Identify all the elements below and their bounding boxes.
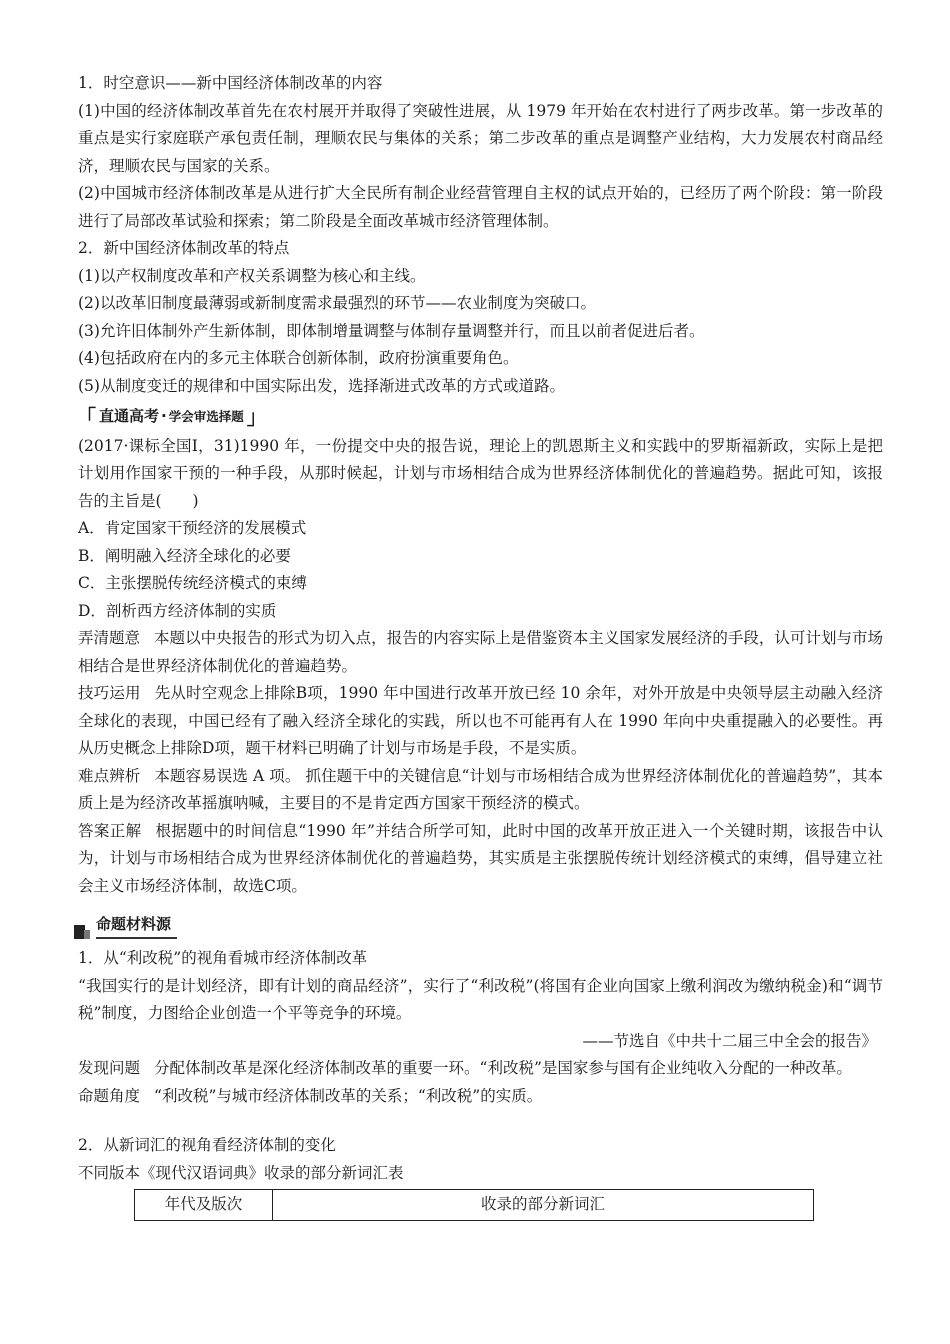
- section2-item: (4)包括政府在内的多元主体联合创新体制，政府扮演重要角色。: [78, 349, 519, 367]
- material-item2-intro: 不同版本《现代汉语词典》收录的部分新词汇表: [78, 1163, 404, 1182]
- section2-heading: 2．新中国经济体制改革的特点: [78, 239, 290, 257]
- section2-item: (2)以改革旧制度最薄弱或新制度需求最强烈的环节——农业制度为突破口。: [78, 294, 596, 312]
- table-header-cell: 收录的部分新词汇: [273, 1190, 814, 1221]
- angle-tag: 命题角度: [78, 1086, 141, 1105]
- material-item1-source: ——节选自《中共十二届三中全会的报告》: [582, 1031, 877, 1050]
- analysis-answer: [78, 818, 883, 901]
- material-item1-quote: “我国实行的是计划经济，即有计划的商品经济”，实行了“利改税”(将国有企业向国家上缴利润改为缴纳税金)和“调节税”制度，力图给企业创造一个平等竞争的环境。: [78, 976, 883, 1022]
- label-dot: ·: [161, 407, 167, 425]
- label-close-bracket: 」: [246, 404, 267, 429]
- label-sub-text: 学会审选择题: [168, 409, 244, 424]
- section1-paragraph-1: (1)中国的经济体制改革首先在农村展开并取得了突破性进展，从 1979 年开始在农村进行了两步改革。第一步改革的重点是实行家庭联产承包责任制，理顺农民与集体的关系；第二步改革的重点是调整产业结构，大力发展农村商品经济，理顺农民与国家的关系。: [78, 101, 883, 175]
- material-item1-problem: [78, 1055, 883, 1083]
- angle-text: “利改税”与城市经济体制改革的关系；“利改税”的实质。: [154, 1086, 543, 1105]
- vocabulary-table: [134, 1189, 814, 1221]
- analysis-text: 先从时空观念上排除B项，1990 年中国进行改革开放已经 10 余年，对外开放是中央领导层主动融入经济全球化的表现，中国已经有了融入经济全球化的实践，所以也不可能再有人在 1990 年向中央重提融入的必要性。再从历史概念上排除D项，题干材料已明确了计划与市场是手段，不是实质。: [78, 684, 883, 757]
- analysis-text: 本题容易误选 A 项。 抓住题干中的关键信息“计划与市场相结合成为世界经济体制优化的普遍趋势”，其本质上是为经济改革摇旗呐喊，主要目的不是肯定西方国家干预经济的模式。: [78, 766, 883, 812]
- analysis-tag: 答案正解: [78, 821, 142, 840]
- exam-section-label: [76, 403, 883, 431]
- analysis-text: 本题以中央报告的形式为切入点，报告的内容实际上是借鉴资本主义国家发展经济的手段，认可计划与市场相结合是世界经济体制优化的普遍趋势。: [78, 629, 883, 675]
- material-section-title: 命题材料源: [96, 914, 177, 939]
- section-block-icon: [74, 923, 90, 939]
- section1-heading: 1．时空意识——新中国经济体制改革的内容: [78, 74, 383, 92]
- section2-item: (5)从制度变迁的规律和中国实际出发，选择渐进式改革的方式或道路。: [78, 376, 565, 395]
- analysis-technique: [78, 680, 883, 763]
- material-section-header: [74, 914, 883, 939]
- material-item2-heading: 2．从新词汇的视角看经济体制的变化: [78, 1136, 336, 1154]
- question-option-d: D．剖析西方经济体制的实质: [78, 601, 277, 620]
- analysis-tag: 难点辨析: [78, 766, 141, 785]
- section2-item: (1)以产权制度改革和产权关系调整为核心和主线。: [78, 266, 426, 285]
- section1-paragraph-2: (2)中国城市经济体制改革是从进行扩大全民所有制企业经营管理自主权的试点开始的，已经历了两个阶段：第一阶段进行了局部改革试验和探索；第二阶段是全面改革城市经济管理体制。: [78, 184, 883, 230]
- material-item1-angle: [78, 1083, 883, 1111]
- problem-tag: 发现问题: [78, 1059, 141, 1077]
- table-header-cell: 年代及版次: [135, 1190, 273, 1221]
- problem-text: 分配体制改革是深化经济体制改革的重要一环。“利改税”是国家参与国有企业纯收入分配的一种改革。: [154, 1059, 852, 1077]
- table-header-row: [135, 1190, 814, 1221]
- question-stem: (2017·课标全国Ⅰ，31)1990 年，一份提交中央的报告说，理论上的凯恩斯主义和实践中的罗斯福新政，实际上是把计划用作国家干预的一种手段，从那时候起，计划与市场相结合成为世界经济体制优化的普遍趋势。据此可知，该报告的主旨是( ): [78, 436, 883, 510]
- analysis-tag: 弄清题意: [78, 629, 141, 647]
- material-item1-heading: 1．从“利改税”的视角看城市经济体制改革: [78, 949, 368, 967]
- question-option-c: C．主张摆脱传统经济模式的束缚: [78, 574, 307, 592]
- question-option-a: A．肯定国家干预经济的发展模式: [78, 519, 307, 537]
- analysis-understanding: [78, 625, 883, 680]
- analysis-text: 根据题中的时间信息“1990 年”并结合所学可知，此时中国的改革开放正进入一个关键时期，该报告中认为，计划与市场相结合成为世界经济体制优化的普遍趋势，其实质是主张摆脱传统计划经济模式的束缚，倡导建立社会主义市场经济体制，故选C项。: [78, 821, 883, 895]
- analysis-difficulty: [78, 763, 883, 818]
- label-open-bracket: 「: [76, 404, 96, 429]
- document-page: [78, 70, 883, 1221]
- question-option-b: B．阐明融入经济全球化的必要: [78, 546, 291, 565]
- label-main-text: 直通高考: [99, 407, 160, 425]
- analysis-tag: 技巧运用: [78, 684, 141, 702]
- section2-item: (3)允许旧体制外产生新体制，即体制增量调整与体制存量调整并行，而且以前者促进后者。: [78, 321, 705, 340]
